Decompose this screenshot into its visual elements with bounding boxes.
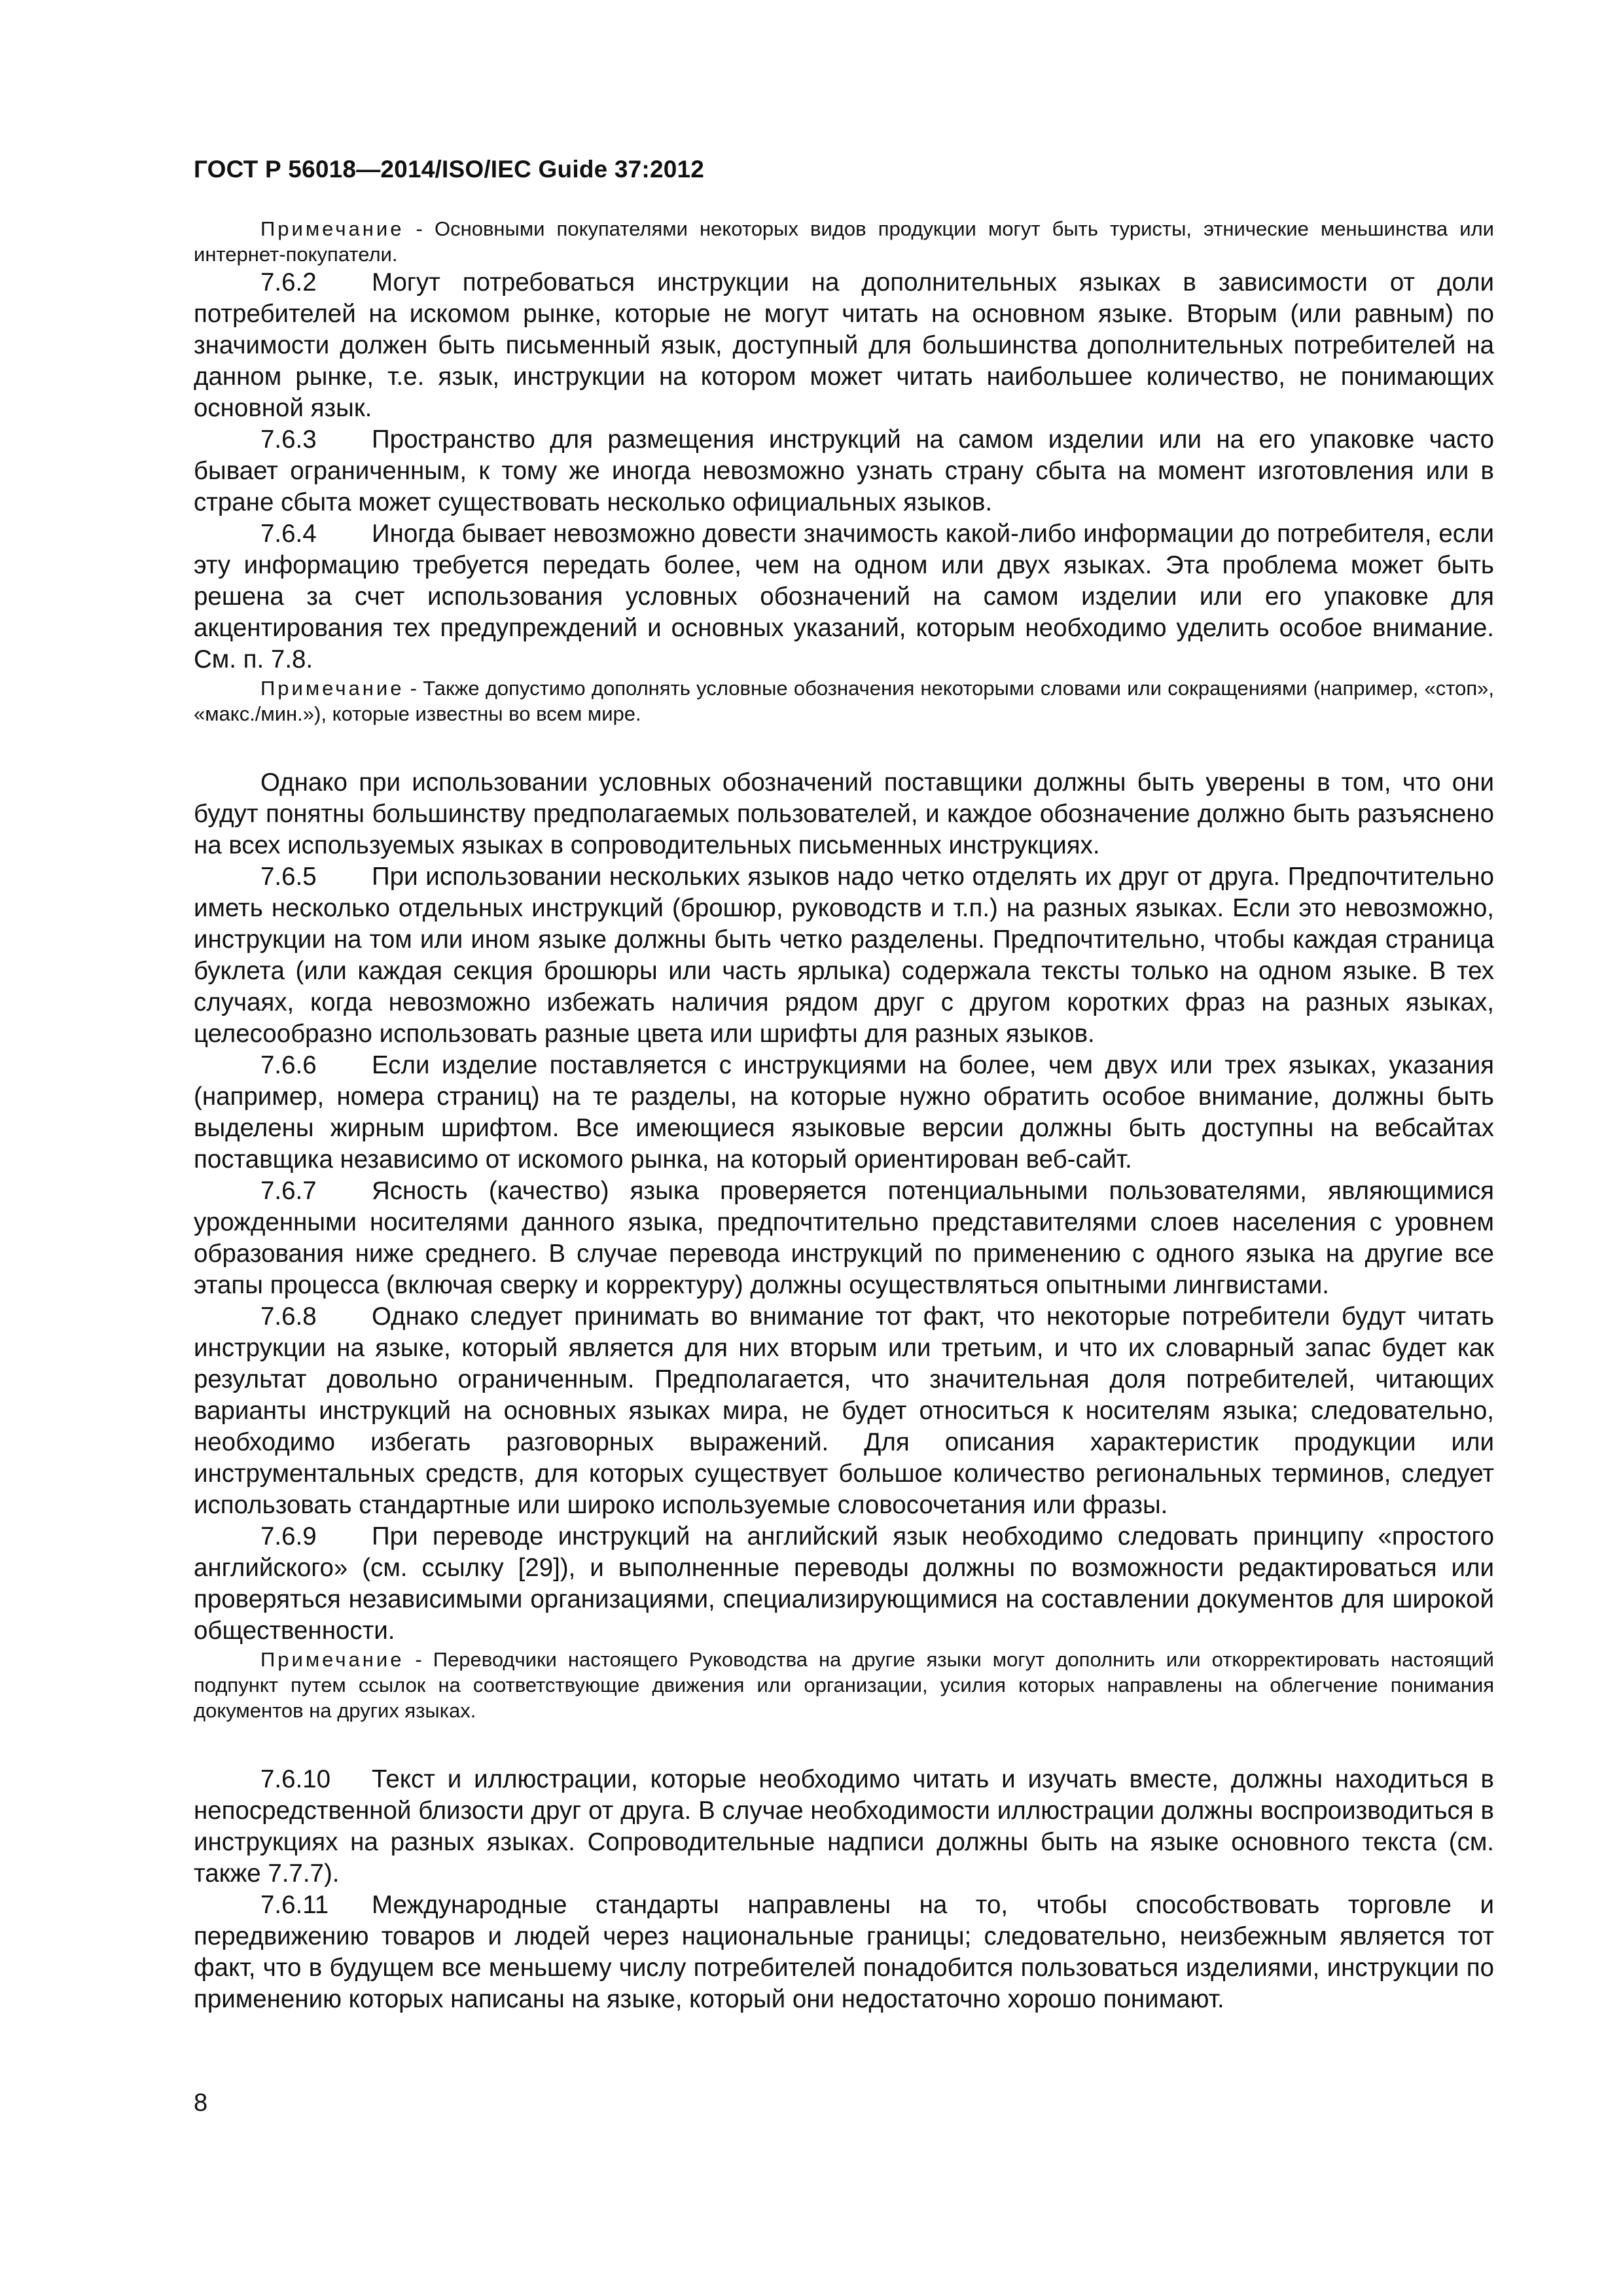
clause-text: Иногда бывает невозможно довести значимость какой-либо информации до потребителя, если эту информацию требуется передать более, чем на одном или двух языках. Эта проблема может быть решена за счет использования условных обозначений на самом изделии или его упаковке для акцентирования тех предупреждений и основных указаний, которым необходимо уделить особое внимание. См. п. 7.8.: [194, 520, 1494, 673]
note-text: - Основными покупателями некоторых видов продукции могут быть туристы, этнические меньшинства или интернет-покупатели.: [194, 217, 1494, 266]
clause-number: 7.6.6: [260, 1051, 317, 1079]
clause-number: 7.6.8: [260, 1302, 317, 1331]
clause-text: Если изделие поставляется с инструкциями на более, чем двух или трех языках, указания (например, номера страниц) на те разделы, на которые нужно обратить особое внимание, должны быть выделены жирным шрифтом. Все имеющиеся языковые версии должны быть доступны на вебсайтах поставщика независимо от искомого рынка, на который ориентирован веб-сайт.: [194, 1051, 1494, 1174]
clause-number: 7.6.2: [260, 268, 317, 296]
note-label: Примечание: [260, 217, 404, 240]
clause-7-6-2: [194, 267, 1494, 424]
clause-number: 7.6.4: [260, 520, 317, 548]
paragraph-symbols: Однако при использовании условных обозначений поставщики должны быть уверены в том, что они будут понятны большинству предполагаемых пользователей, и каждое обозначение должно быть разъяснено на всех используемых языках в сопроводительных письменных инструкциях.: [194, 768, 1494, 859]
clause-number: 7.6.9: [260, 1522, 317, 1551]
page-number: 8: [194, 2089, 208, 2117]
note-7-6-9: [194, 1647, 1494, 1723]
clause-text: При использовании нескольких языков надо четко отделять их друг от друга. Предпочтительно иметь несколько отдельных инструкций (брошюр, руководств и т.п.) на разных языках. Если это невозможно, инструкции на том или ином языке должны быть четко разделены. Предпочтительно, чтобы каждая страница буклета (или каждая секция брошюры или часть ярлыка) содержала тексты только на одном языке. В тех случаях, когда невозможно избежать наличия рядом друг с другом коротких фраз на разных языках, целесообразно использовать разные цвета или шрифты для разных языков.: [194, 863, 1494, 1048]
clause-7-6-4: [194, 518, 1494, 675]
clause-7-6-10: [194, 1764, 1494, 1890]
clause-number: 7.6.7: [260, 1177, 317, 1205]
clause-7-6-9: [194, 1521, 1494, 1647]
clause-text: Пространство для размещения инструкций на самом изделии или на его упаковке часто бывает ограниченным, к тому же иногда невозможно узнать страну сбыта на момент изготовления или в стране сбыта может существовать несколько официальных языков.: [194, 425, 1494, 516]
document-header: ГОСТ Р 56018—2014/ISO/IEC Guide 37:2012: [194, 156, 705, 183]
clause-7-6-3: [194, 424, 1494, 518]
note-text: - Переводчики настоящего Руководства на другие языки могут дополнить или откорректировать настоящий подпункт путем ссылок на соответствующие движения или организации, усилия которых направлены на облегчение понимания документов на других языках.: [194, 1648, 1494, 1722]
clause-number: 7.6.10: [260, 1765, 331, 1793]
clause-number: 7.6.11: [260, 1891, 329, 1919]
document-body: [194, 216, 1494, 2015]
clause-7-6-8: [194, 1301, 1494, 1521]
clause-7-6-5: [194, 861, 1494, 1050]
clause-text: Могут потребоваться инструкции на дополнительных языках в зависимости от доли потребителей на искомом рынке, которые не могут читать на основном языке. Вторым (или равным) по значимости должен быть письменный язык, доступный для большинства дополнительных потребителей на данном рынке, т.е. язык, инструкции на котором может читать наибольшее количество, не понимающих основной язык.: [194, 268, 1494, 422]
note-7-6-4: [194, 675, 1494, 726]
clause-text: Текст и иллюстрации, которые необходимо читать и изучать вместе, должны находиться в непосредственной близости друг от друга. В случае необходимости иллюстрации должны воспроизводиться в инструкциях на разных языках. Сопроводительные надписи должны быть на языке основного текста (см. также 7.7.7).: [194, 1765, 1494, 1888]
clause-7-6-11: [194, 1890, 1494, 2015]
clause-text: Международные стандарты направлены на то, чтобы способствовать торговле и передвижению товаров и людей через национальные границы; следовательно, неизбежным является тот факт, что в будущем все меньшему числу потребителей понадобится пользоваться изделиями, инструкции по применению которых написаны на языке, который они недостаточно хорошо понимают.: [194, 1891, 1494, 2013]
clause-7-6-6: [194, 1050, 1494, 1175]
note-label: Примечание: [260, 1648, 404, 1671]
note-label: Примечание: [260, 677, 404, 700]
clause-text: При переводе инструкций на английский язык необходимо следовать принципу «простого английского» (см. ссылку [29]), и выполненные переводы должны по возможности редактироваться или проверяться независимыми организациями, специализирующимися на составлении документов для широкой общественности.: [194, 1522, 1494, 1645]
clause-number: 7.6.3: [260, 425, 317, 454]
clause-7-6-7: [194, 1175, 1494, 1301]
clause-text: Однако следует принимать во внимание тот факт, что некоторые потребители будут читать инструкции на языке, который является для них вторым или третьим, и что их словарный запас будет как результат довольно ограниченным. Предполагается, что значительная доля потребителей, читающих варианты инструкций на основных языках мира, не будет относиться к носителям языка; следовательно, необходимо избегать разговорных выражений. Для описания характеристик продукции или инструментальных средств, для которых существует большое количество региональных терминов, следует использовать стандартные или широко используемые словосочетания или фразы.: [194, 1302, 1494, 1519]
note-7-6-1: [194, 216, 1494, 267]
clause-text: Ясность (качество) языка проверяется потенциальными пользователями, являющимися урожденными носителями данного языка, предпочтительно представителями слоев населения с уровнем образования ниже среднего. В случае перевода инструкций по применению с одного языка на другие все этапы процесса (включая сверку и корректуру) должны осуществляться опытными лингвистами.: [194, 1177, 1494, 1299]
clause-number: 7.6.5: [260, 863, 317, 891]
note-text: - Также допустимо дополнять условные обозначения некоторыми словами или сокращениями (например, «стоп», «макс./мин.»), которые известны во всем мире.: [194, 677, 1494, 725]
